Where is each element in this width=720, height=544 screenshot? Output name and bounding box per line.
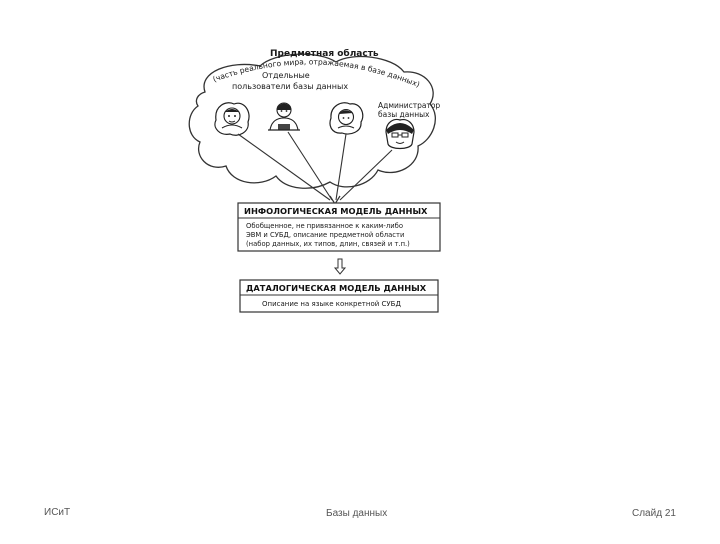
footer-slide-number: Слайд 21: [632, 508, 676, 519]
subject-area-arc-textpath: (часть реального мира, отражаемая в базе данных): [211, 57, 422, 90]
infological-desc-line3: (набор данных, их типов, длин, связей и т.п.): [246, 240, 410, 248]
user-1-icon: [215, 103, 249, 135]
admin-label-line2: базы данных: [378, 110, 430, 119]
infological-title: ИНФОЛОГИЧЕСКАЯ МОДЕЛЬ ДАННЫХ: [244, 206, 428, 216]
infological-desc-line1: Обобщенное, не привязанное к каким-либо: [246, 222, 403, 230]
connector-user-3: [336, 134, 346, 200]
datalogical-model-box: [240, 280, 438, 312]
connector-lines: [238, 132, 392, 204]
footer-author: ИСиТ: [44, 507, 71, 518]
users-label-line2: пользователи базы данных: [232, 82, 349, 91]
users-label-line1: Отдельные: [262, 71, 310, 80]
infological-desc-line2: ЭВМ и СУБД, описание предметной области: [246, 231, 405, 239]
admin-icon: [386, 120, 414, 149]
connector-admin: [340, 150, 392, 200]
admin-label-line1: Администратор: [378, 101, 441, 110]
connector-user-1: [238, 134, 330, 200]
footer-course-title: Базы данных: [326, 508, 388, 519]
datalogical-desc-line1: Описание на языке конкретной СУБД: [262, 300, 401, 308]
datalogical-title: ДАТАЛОГИЧЕСКАЯ МОДЕЛЬ ДАННЫХ: [246, 283, 427, 293]
user-2-icon: [268, 103, 300, 130]
infological-model-box: [238, 203, 440, 251]
subject-area-title: Предметная область: [270, 49, 379, 59]
transition-arrow-icon: [335, 259, 345, 274]
user-3-icon: [330, 103, 363, 134]
connector-user-2: [288, 132, 332, 200]
